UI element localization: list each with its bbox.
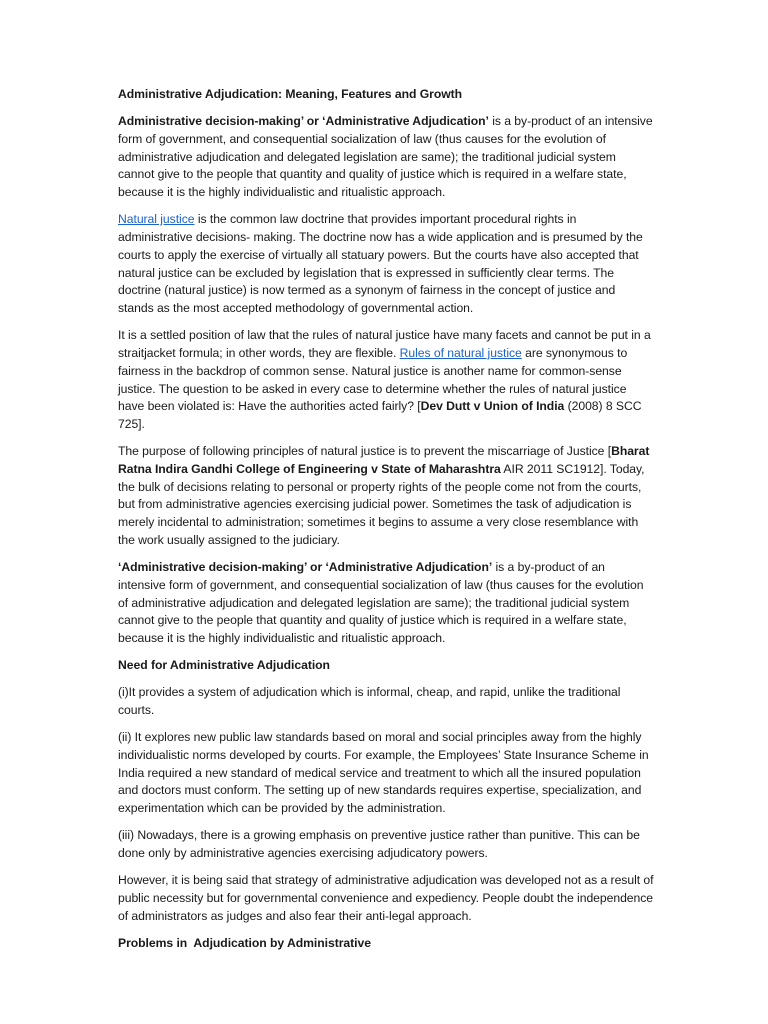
need-item: (i)It provides a system of adjudication which is informal, cheap, and rapid, unlike the traditional courts. xyxy=(118,685,621,718)
paragraph-natural-justice xyxy=(118,211,654,318)
case-citation: Dev Dutt v Union of India xyxy=(420,399,565,414)
paragraph-however: However, it is being said that strategy of administrative adjudication was developed not as a result of public necessity but for governmental convenience and expediency. People doubt the independence of administrators as judges and also fear their anti-legal approach. xyxy=(118,872,654,923)
problems-heading: Problems in Adjudication by Administrative xyxy=(118,935,371,950)
paragraph-settled-position xyxy=(118,327,654,434)
case-citation: Bharat Ratna Indira Gandhi College of Engineering v State of Maharashtra xyxy=(118,444,650,476)
paragraph-text: The purpose of following principles of natural justice is to prevent the miscarriage of Justice [ xyxy=(118,444,612,459)
paragraph-definition-repeat xyxy=(118,559,654,648)
paragraph-definition xyxy=(118,113,654,202)
bold-term: ‘Administrative decision-making’ or ‘Administrative Adjudication’ xyxy=(118,560,493,575)
need-item: (iii) Nowadays, there is a growing emphasis on preventive justice rather than punitive. This can be done only by administrative agencies exercising adjudicatory powers. xyxy=(118,828,640,860)
paragraph-text: is the common law doctrine that provides important procedural rights in administrative decisions- making. The doctrine now has a wide application and is presumed by the courts to apply the exercise of virtually all statuary powers. But the courts have also accepted that natural justice can be excluded by legislation that is expressed in sufficiently clear terms. The doctrine (natural justice) is now termed as a synonym of fairness in the concept of justice and stands as the most accepted methodology of governmental action. xyxy=(118,212,643,316)
natural-justice-link[interactable]: Natural justice xyxy=(118,212,195,227)
paragraph-text: It is a settled position of law that the rules of natural justice have many facets and cannot be put in a straitjacket formula; in other words, they are flexible. xyxy=(118,328,651,360)
paragraph-text: AIR 2011 SC1912]. Today, the bulk of decisions relating to personal or property rights of the people come not from the courts, but from administrative agencies exercising judicial power. Sometimes the task of adjudication is merely incidental to administration; sometimes it begins to assume a very close resemblance with the work usually assigned to the judiciary. xyxy=(118,461,645,548)
bold-term: Administrative decision-making’ or ‘Administrative Adjudication’ xyxy=(118,113,489,128)
document-title: Administrative Adjudication: Meaning, Features and Growth xyxy=(118,87,463,101)
document-body xyxy=(118,86,654,962)
paragraph-text: is a by-product of an intensive form of government, and consequential socialization of law (thus causes for the evolution of administrative adjudication and delegated legislation are same); the traditional judicial system cannot give to the people that quantity and quality of justice which is required in a welfare state, because it is the highly individualistic and ritualistic approach. xyxy=(118,560,644,646)
paragraph-text: (2008) 8 SCC 725]. xyxy=(118,399,642,432)
paragraph-text: is a by-product of an intensive form of government, and consequential socialization of law (thus causes for the evolution of administrative adjudication and delegated legislation are same); the traditional judicial system cannot give to the people that quantity and quality of justice which is required in a welfare state, because it is the highly individualistic and ritualistic approach. xyxy=(118,113,653,200)
paragraph-purpose xyxy=(118,443,654,550)
need-item: (ii) It explores new public law standards based on moral and social principles away from the highly individualistic norms developed by courts. For example, the Employees’ State Insurance Scheme in India required a new standard of medical service and treatment to which all the insured population and doctors must conform. The setting up of new standards requires expertise, specialization, and experimentation which can be provided by the administration. xyxy=(118,730,649,816)
paragraph-text: are synonymous to fairness in the backdrop of common sense. Natural justice is another name for common-sense justice. The question to be asked in every case to determine whether the rules of natural justice have been violated is: Have the authorities acted fairly? [ xyxy=(118,345,628,414)
rules-of-natural-justice-link[interactable]: Rules of natural justice xyxy=(399,345,522,360)
need-heading: Need for Administrative Adjudication xyxy=(118,658,330,673)
